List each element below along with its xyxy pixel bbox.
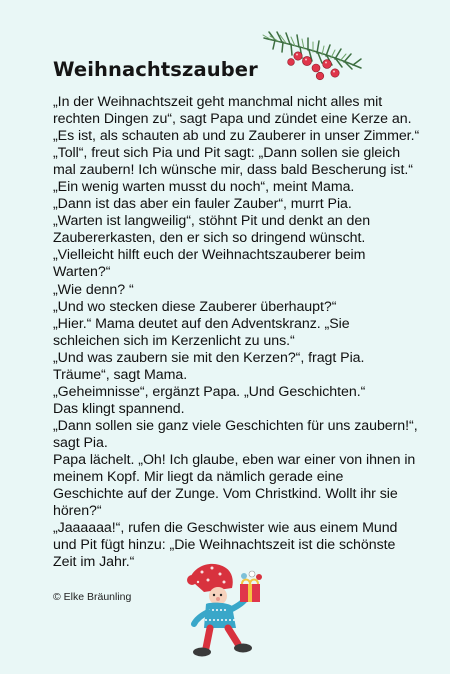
story-line: „Jaaaaaa!“, rufen die Geschwister wie aus einem Mund [53,520,398,537]
story-line: Geschichte auf der Zunge. Vom Christkind. Wollt ihr sie [53,486,398,503]
story-line: schleichen sich im Kerzenlicht zu uns.“ [53,332,295,349]
pine-branch-berries-icon [258,26,368,86]
story-text [53,94,425,571]
story-line: mal zaubern! Ich wünsche mir, dass bald Bescherung ist.“ [53,162,413,179]
story-line: „Und was zaubern sie mit den Kerzen?“, fragt Pia. [53,349,365,366]
story-line: Das klingt spannend. [53,400,185,417]
story-line: „Hier.“ Mama deutet auf den Adventskranz. „Sie [53,315,350,332]
story-line: „In der Weihnachtszeit geht manchmal nicht alles mit [53,94,383,110]
story-line: Papa lächelt. „Oh! Ich glaube, eben war einer von ihnen in [53,451,416,468]
story-line: „Wie denn? “ [53,281,134,298]
copyright-notice: © Elke Bräunling [53,591,132,603]
story-line: meinem Kopf. Mir liegt da nämlich gerade eine [53,469,344,486]
story-line: Zeit im Jahr.“ [53,554,135,571]
story-line: Warten?“ [53,264,111,281]
story-line: „Und wo stecken diese Zauberer überhaupt?“ [53,298,337,315]
story-line: „Toll“, freut sich Pia und Pit sagt: „Dann sollen sie gleich [53,145,401,162]
story-line: „Vielleicht hilft euch der Weihnachtszauberer beim [53,247,366,264]
story-line: „Dann sollen sie ganz viele Geschichten für uns zaubern!“, [53,417,418,434]
story-line: rechten Dingen zu“, sagt Papa und zündet eine Kerze an. [53,111,412,128]
story-line: hören?“ [53,503,102,520]
story-line: Zaubererkasten, den er sich so dringend wünscht. [53,230,366,247]
story-line: und Pit fügt hinzu: „Die Weihnachtszeit ist die schönste [53,537,396,554]
christmas-gnome-icon [180,558,275,666]
story-line: „Geheimnisse“, ergänzt Papa. „Und Geschichten.“ [53,383,366,400]
story-line: „Dann ist das aber ein fauler Zauber“, murrt Pia. [53,196,352,213]
page-title: Weihnachtszauber [53,58,258,81]
story-line: Träume“, sagt Mama. [53,366,188,383]
story-line: „Warten ist langweilig“, stöhnt Pit und denkt an den [53,213,371,230]
story-line: „Es ist, als schauten ab und zu Zauberer in unser Zimmer.“ [53,128,420,145]
story-line: sagt Pia. [53,434,108,451]
story-line: „Ein wenig warten musst du noch“, meint Mama. [53,179,355,196]
